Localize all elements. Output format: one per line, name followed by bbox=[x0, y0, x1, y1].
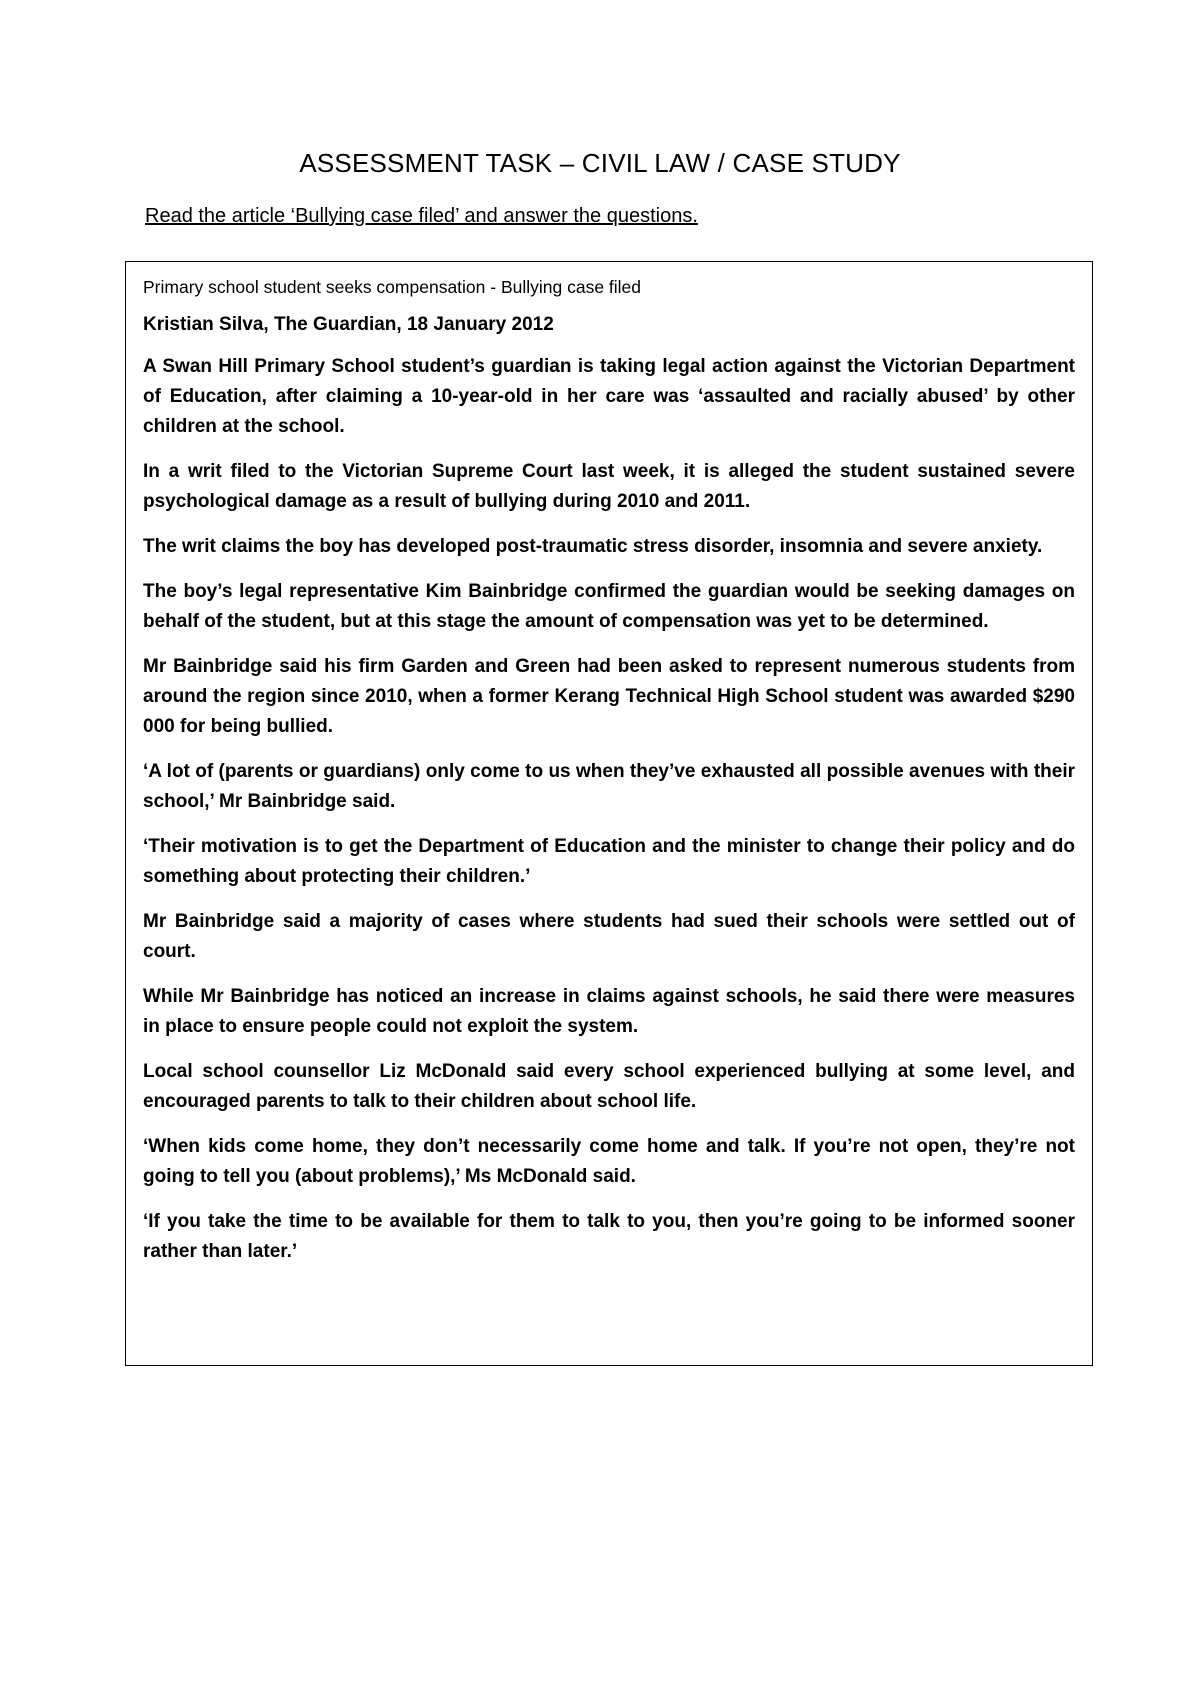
article-paragraph: While Mr Bainbridge has noticed an increase in claims against schools, he said there were measures in place to ensure people could not exploit the system. bbox=[143, 986, 1075, 1038]
article-subtitle: Primary school student seeks compensation - Bullying case filed bbox=[143, 277, 642, 297]
article-paragraph: ‘A lot of (parents or guardians) only come to us when they’ve exhausted all possible avenues with their school,’ Mr Bainbridge said. bbox=[143, 761, 1075, 813]
article-byline: Kristian Silva, The Guardian, 18 January 2012 bbox=[143, 313, 554, 335]
article-paragraph: ‘If you take the time to be available for them to talk to you, then you’re going to be informed sooner rather than later.’ bbox=[143, 1211, 1075, 1263]
article-paragraph: A Swan Hill Primary School student’s guardian is taking legal action against the Victorian Department of Education, after claiming a 10-year-old in her care was ‘assaulted and racially abused’ by other children at the school. bbox=[143, 356, 1075, 438]
article-paragraph: ‘Their motivation is to get the Department of Education and the minister to change their policy and do something about protecting their children.’ bbox=[143, 836, 1075, 888]
article-paragraph: The writ claims the boy has developed post-traumatic stress disorder, insomnia and severe anxiety. bbox=[143, 536, 1043, 558]
article-paragraph: The boy’s legal representative Kim Bainbridge confirmed the guardian would be seeking damages on behalf of the student, but at this stage the amount of compensation was yet to be determined. bbox=[143, 581, 1075, 633]
article-paragraph: ‘When kids come home, they don’t necessarily come home and talk. If you’re not open, they’re not going to tell you (about problems),’ Ms McDonald said. bbox=[143, 1136, 1075, 1188]
article-paragraph: In a writ filed to the Victorian Supreme Court last week, it is alleged the student sustained severe psychological damage as a result of bullying during 2010 and 2011. bbox=[143, 461, 1075, 513]
article-paragraph: Mr Bainbridge said a majority of cases where students had sued their schools were settled out of court. bbox=[143, 911, 1075, 963]
page-title: ASSESSMENT TASK – CIVIL LAW / CASE STUDY bbox=[299, 148, 901, 178]
article-box bbox=[125, 261, 1093, 1366]
article-paragraph: Local school counsellor Liz McDonald said every school experienced bullying at some level, and encouraged parents to talk to their children about school life. bbox=[143, 1061, 1075, 1113]
article-paragraph: Mr Bainbridge said his firm Garden and Green had been asked to represent numerous students from around the region since 2010, when a former Kerang Technical High School student was awarded $290 000 for being bullied. bbox=[143, 656, 1075, 738]
instruction-text: Read the article ‘Bullying case filed’ and answer the questions. bbox=[145, 205, 698, 227]
